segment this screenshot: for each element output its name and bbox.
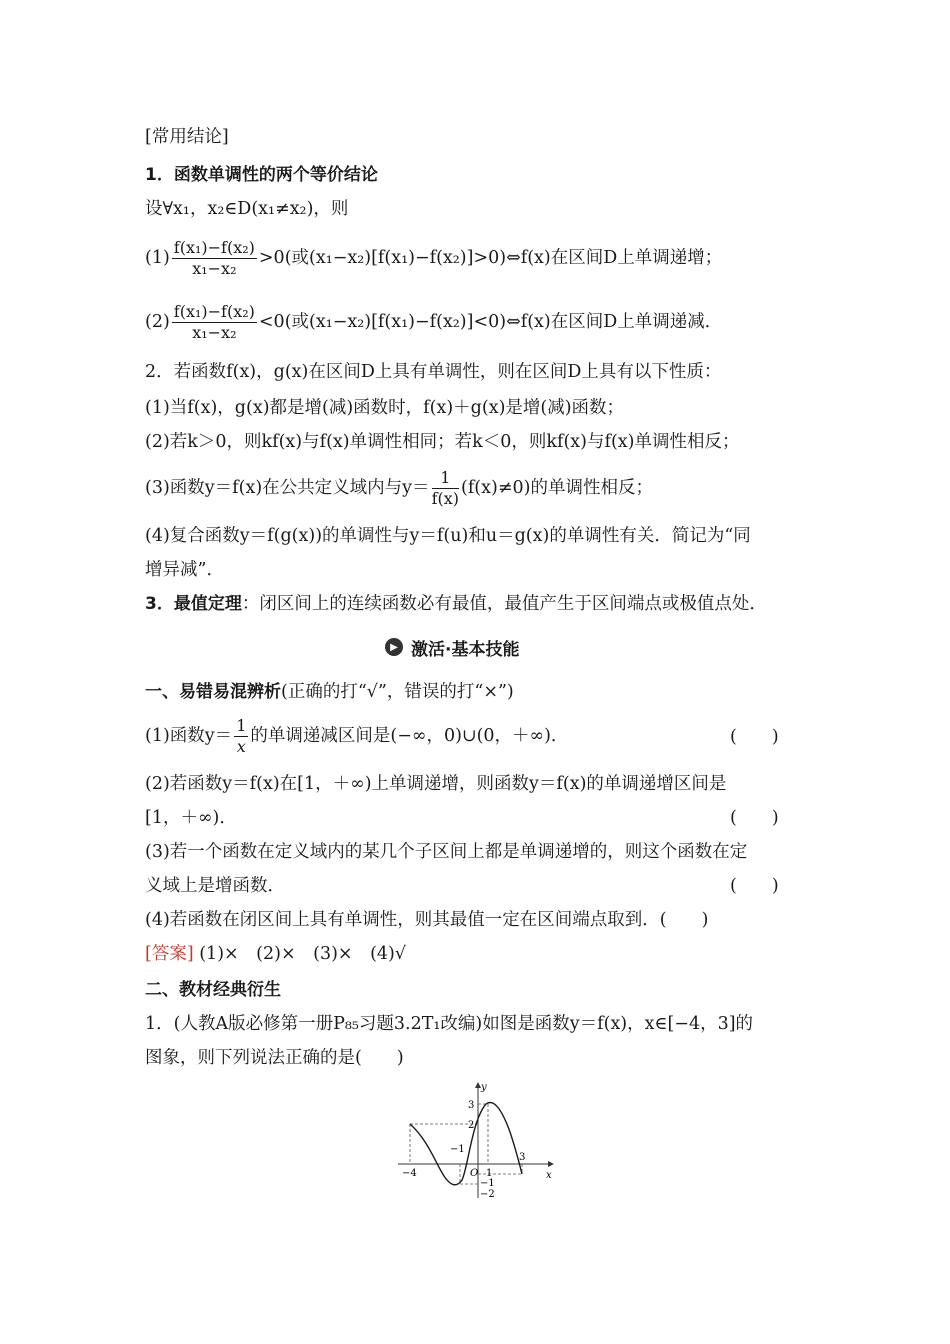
fraction-denominator: x₁−x₂ — [192, 323, 237, 342]
tick-label: −1 — [480, 1178, 495, 1189]
answer-blank-3: ( ) — [730, 876, 779, 896]
fraction-numerator: f(x₁)−f(x₂) — [173, 238, 255, 257]
question-1 — [145, 714, 825, 758]
heading: [常用结论] — [145, 127, 229, 147]
item-text: (f(x)≠0)的单调性相反； — [461, 478, 653, 498]
section-2-item-1: (1)当f(x)，g(x)都是增(减)函数时，f(x)＋g(x)是增(减)函数； — [145, 398, 625, 418]
item-label: (2) — [145, 312, 170, 332]
part-2-title: 二、教材经典衍生 — [145, 980, 281, 1000]
section-3 — [145, 592, 825, 616]
part-2-question-1-line-2: 图象，则下列说法正确的是( ) — [145, 1048, 404, 1068]
section-1-setup: 设∀x₁，x₂∈D(x₁≠x₂)，则 — [145, 199, 349, 219]
answer-label: [答案] — [145, 944, 194, 964]
fraction-numerator: 1 — [432, 468, 459, 489]
question-text: (1)函数y＝ — [145, 726, 233, 746]
banner-title: 激活·基本技能 — [411, 639, 520, 660]
tick-label: 3 — [519, 1152, 526, 1163]
item-text: >0(或(x₁−x₂)[f(x₁)−f(x₂)]>0)⇔f(x)在区间D上单调递增； — [258, 248, 723, 268]
question-4: (4)若函数在闭区间上具有单调性，则其最值一定在区间端点取到．( ) — [145, 910, 709, 930]
answer-line — [145, 942, 825, 966]
function-curve — [410, 1102, 522, 1184]
fraction — [172, 302, 257, 343]
section-3-title: 3．最值定理 — [145, 594, 242, 614]
part-1-heading — [145, 680, 825, 704]
fraction — [172, 238, 257, 279]
section-1-item-2 — [145, 300, 825, 344]
fraction-denominator: x₁−x₂ — [192, 259, 237, 278]
answer-blank-2: ( ) — [730, 808, 779, 828]
question-3-line-2: 义域上是增函数． — [145, 876, 285, 896]
tick-label: 3 — [468, 1100, 475, 1111]
item-text: <0(或(x₁−x₂)[f(x₁)−f(x₂)]<0)⇔f(x)在区间D上单调递减． — [258, 312, 723, 332]
question-2-line-2: [1，＋∞)． — [145, 808, 237, 828]
section-3-text: ：闭区间上的连续函数必有最值，最值产生于区间端点或极值点处． — [241, 594, 767, 614]
section-2-item-3 — [145, 466, 825, 510]
fraction-numerator: 1 — [236, 716, 247, 735]
answer-blank-1: ( ) — [730, 727, 779, 747]
section-1-item-1 — [145, 236, 825, 280]
part-1-note: (正确的打“√”，错误的打“×”) — [281, 682, 514, 702]
tick-label: −4 — [402, 1168, 417, 1179]
tick-label: 2 — [468, 1120, 475, 1131]
y-axis-label: y — [481, 1082, 487, 1093]
x-axis-arrow-icon — [548, 1161, 554, 1167]
fraction — [234, 716, 248, 757]
section-1-title: 1．函数单调性的两个等价结论 — [145, 165, 378, 185]
fraction — [432, 468, 459, 509]
answer-text: (1)× (2)× (3)× (4)√ — [199, 944, 407, 964]
tick-label: 1 — [486, 1168, 493, 1179]
play-icon: ▶ — [385, 638, 403, 656]
tick-label: −2 — [480, 1189, 495, 1200]
question-text: 的单调递减区间是(−∞，0)∪(0，＋∞)． — [250, 726, 569, 746]
part-1-title: 一、易错易混辨析 — [145, 682, 281, 702]
function-graph — [398, 1080, 558, 1200]
fraction-numerator: f(x₁)−f(x₂) — [173, 302, 255, 321]
section-2-title: 2．若函数f(x)，g(x)在区间D上具有单调性，则在区间D上具有以下性质： — [145, 362, 722, 382]
item-text: (3)函数y＝f(x)在公共定义域内与y＝ — [145, 478, 430, 498]
item-label: (1) — [145, 248, 170, 268]
question-2-line-1: (2)若函数y＝f(x)在[1，＋∞)上单调递增，则函数y＝f(x)的单调递增区间是 — [145, 774, 727, 794]
section-banner — [385, 634, 519, 660]
section-2-item-2: (2)若k＞0，则kf(x)与f(x)单调性相同；若k＜0，则kf(x)与f(x)单调性相反； — [145, 432, 740, 452]
fraction-denominator: x — [236, 737, 246, 756]
origin-label: O — [470, 1168, 479, 1179]
fraction-denominator: f(x) — [431, 489, 459, 508]
x-axis-label: x — [546, 1170, 552, 1181]
question-3-line-1: (3)若一个函数在定义域内的某几个子区间上都是单调递增的，则这个函数在定 — [145, 842, 748, 862]
part-2-question-1-line-1: 1．(人教A版必修第一册P₈₅习题3.2T₁改编)如图是函数y＝f(x)，x∈[−4，3]的 — [145, 1014, 754, 1034]
section-2-item-4-line-2: 增异减”． — [145, 560, 224, 580]
tick-label: −1 — [450, 1144, 465, 1155]
section-2-item-4-line-1: (4)复合函数y＝f(g(x))的单调性与y＝f(u)和u＝g(x)的单调性有关．简记为“同 — [145, 526, 751, 546]
